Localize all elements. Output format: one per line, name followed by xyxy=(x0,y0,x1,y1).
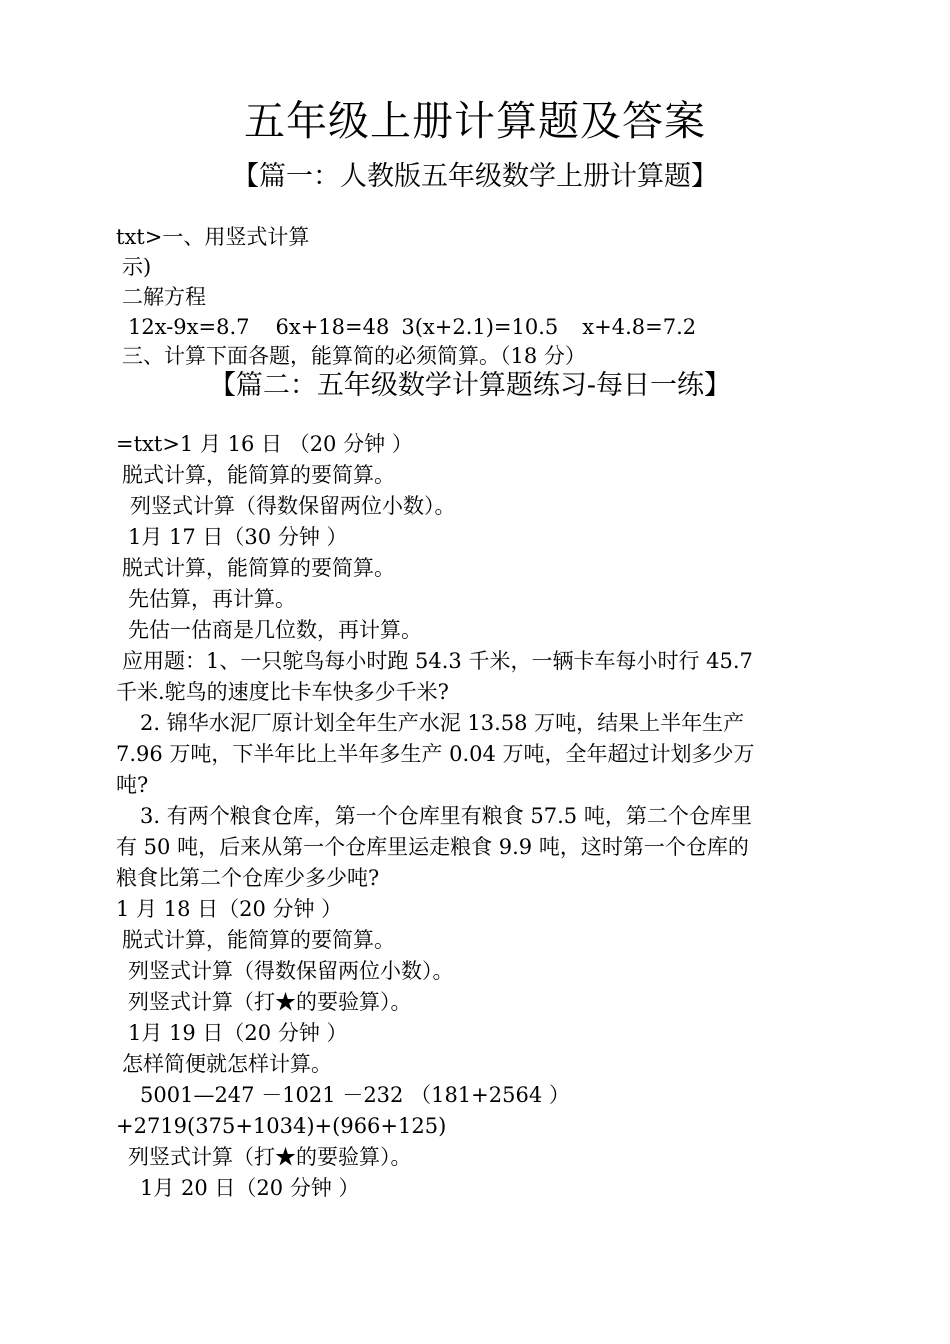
equation-row xyxy=(128,312,696,342)
text-line: 列竖式计算（得数保留两位小数）。 xyxy=(130,494,456,518)
text-line: 列竖式计算（打★的要验算）。 xyxy=(128,1145,412,1169)
text-line: 脱式计算，能简算的要简算。 xyxy=(122,556,395,580)
text-line: 5001—247 －1021 －232 （181+2564 ） xyxy=(140,1083,570,1107)
text-line: 1 月 18 日（20 分钟 ） xyxy=(116,897,343,921)
text-line: 2. 锦华水泥厂原计划全年生产水泥 13.58 万吨，结果上半年生产 xyxy=(140,711,745,735)
text-line: 脱式计算，能简算的要简算。 xyxy=(122,928,395,952)
text-line: +2719(375+1034)+(966+125) xyxy=(116,1114,447,1138)
text-line: 有 50 吨，后来从第一个仓库里运走粮食 9.9 吨，这时第一个仓库的 xyxy=(116,835,749,859)
equation: x+4.8=7.2 xyxy=(582,315,697,339)
text-line: 粮食比第二个仓库少多少吨? xyxy=(116,866,380,890)
text-line: 3. 有两个粮食仓库，第一个仓库里有粮食 57.5 吨，第二个仓库里 xyxy=(140,804,752,828)
section-heading-1: 【篇一：人教版五年级数学上册计算题】 xyxy=(232,161,718,192)
text-line: 示) xyxy=(122,255,152,279)
text-line: 列竖式计算（打★的要验算）。 xyxy=(128,990,412,1014)
text-line: 1月 19 日（20 分钟 ） xyxy=(128,1021,348,1045)
text-line: 吨? xyxy=(116,773,149,797)
equation: 12x-9x=8.7 xyxy=(128,315,250,339)
text-line: 二解方程 xyxy=(122,285,206,309)
text-line: 千米.鸵鸟的速度比卡车快多少千米? xyxy=(116,680,449,704)
text-line: 7.96 万吨，下半年比上半年多生产 0.04 万吨，全年超过计划多少万 xyxy=(116,742,755,766)
text-line: txt>一、用竖式计算 xyxy=(116,225,310,249)
text-line: 1月 17 日（30 分钟 ） xyxy=(128,525,348,549)
text-line: 三、计算下面各题，能算简的必须简算。（18 分） xyxy=(122,344,586,368)
equation: 3(x+2.1)=10.5 xyxy=(401,315,559,339)
text-line: 应用题：1、一只鸵鸟每小时跑 54.3 千米，一辆卡车每小时行 45.7 xyxy=(122,649,753,673)
equation: 6x+18=48 xyxy=(275,315,390,339)
document-title: 五年级上册计算题及答案 xyxy=(244,97,706,145)
text-line: 列竖式计算（得数保留两位小数）。 xyxy=(128,959,454,983)
text-line: =txt>1 月 16 日 （20 分钟 ） xyxy=(116,432,413,456)
section-heading-2: 【篇二：五年级数学计算题练习-每日一练】 xyxy=(208,370,732,401)
text-line: 1月 20 日（20 分钟 ） xyxy=(140,1176,360,1200)
text-line: 先估一估商是几位数，再计算。 xyxy=(128,618,422,642)
text-line: 怎样简便就怎样计算。 xyxy=(122,1052,332,1076)
text-line: 脱式计算，能简算的要简算。 xyxy=(122,463,395,487)
text-line: 先估算，再计算。 xyxy=(128,587,296,611)
